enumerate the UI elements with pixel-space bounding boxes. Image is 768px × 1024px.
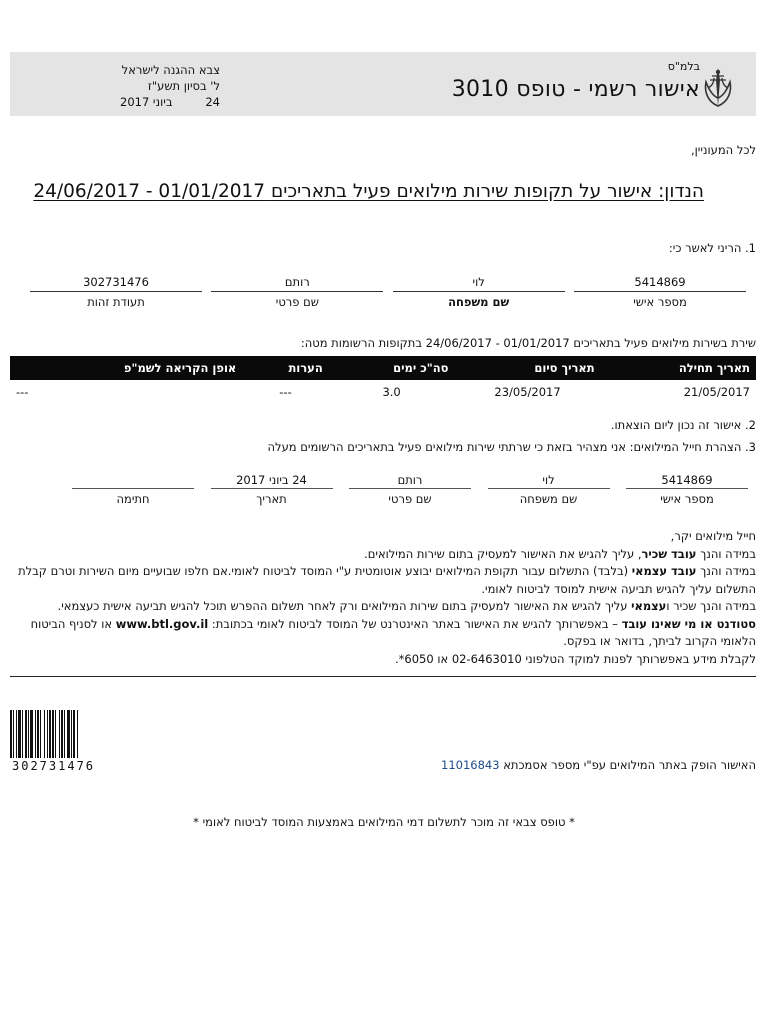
person-details-row <box>30 274 746 309</box>
col-notes: הערות <box>242 356 328 380</box>
soldier-declaration-statement: 3. הצהרת חייל המילואים: אני מצהיר בזאת כי שרתתי שירות מילואים פעיל בתאריכים הרשומים מעלה <box>267 440 756 454</box>
org-name: צבא ההגנה לישראל <box>121 63 220 77</box>
decl-last-name-label: שם משפחה <box>519 492 578 506</box>
first-name-label: שם פרטי <box>275 295 319 309</box>
decl-first-name-field <box>349 472 471 506</box>
decl-first-name-value: רותם <box>349 472 471 489</box>
decl-first-name-label: שם פרטי <box>388 492 432 506</box>
form-title: אישור רשמי - טופס 3010 <box>451 77 700 102</box>
id-number-label: תעודת זהות <box>87 295 145 309</box>
header-title-block <box>384 60 744 102</box>
notice-emphasis: עובד שכיר <box>641 546 697 561</box>
col-call-method: אופן הקריאה לשמ"פ <box>10 356 242 380</box>
decl-date-value: 24 ביוני 2017 <box>211 472 333 489</box>
first-name-value: רותם <box>211 274 383 292</box>
header-org-block <box>20 62 220 110</box>
first-name-field <box>211 274 383 309</box>
personal-number-value: 5414869 <box>574 274 746 292</box>
notice-greeting: חייל מילואים יקר, <box>670 529 756 543</box>
notice-text: במידה והנך <box>696 564 756 578</box>
notice-self-employed <box>10 563 756 598</box>
personal-number-field <box>574 274 746 309</box>
gregorian-day: 24 <box>205 95 220 109</box>
table-row <box>10 380 756 404</box>
issued-statement <box>441 758 756 772</box>
reservist-notice <box>10 528 756 668</box>
last-name-label: שם משפחה <box>448 295 510 309</box>
decl-personal-number-field <box>626 472 748 506</box>
notice-text: , עליך להגיש את האישור למעסיק בתום שירות המילואים. <box>364 546 642 561</box>
notice-student <box>10 616 756 651</box>
decl-last-name-value: לוי <box>488 472 610 489</box>
subject-line: הנדון: אישור על תקופות שירות מילואים פעיל בתאריכים 01/01/2017 - 24/06/2017 <box>33 181 704 202</box>
notice-hotline: לקבלת מידע באפשרותך לפנות למוקד הטלפוני 02-6463010 או 6050*. <box>394 651 756 666</box>
decl-signature-field <box>72 472 194 506</box>
cell-notes: --- <box>279 385 292 399</box>
cell-end-date: 23/05/2017 <box>494 385 561 399</box>
col-start-date: תאריך תחילה <box>601 356 756 380</box>
id-number-field <box>30 274 202 309</box>
issued-text: האישור הופק באתר המילואים עפ"י מספר אסמכתא <box>499 758 756 772</box>
notice-emphasis: עובד עצמאי <box>631 564 697 578</box>
gregorian-date <box>120 94 220 110</box>
notice-text: במידה והנך <box>696 546 756 561</box>
idf-emblem-icon <box>700 66 736 110</box>
barcode-number: 302731476 <box>12 759 96 773</box>
personal-number-label: מספר אישי <box>633 295 687 309</box>
gregorian-month-year: ביוני 2017 <box>120 95 173 109</box>
decl-signature-label: חתימה <box>116 492 150 506</box>
cell-start-date: 21/05/2017 <box>683 385 750 399</box>
declaration-row <box>72 472 748 506</box>
last-name-value: לוי <box>393 274 565 292</box>
notice-text: – באפשרותך להגיש את האישור באתר האינטרנט של המוסד לביטוח לאומי בכתובת: <box>208 616 622 631</box>
validity-statement: 2. אישור זה נכון ליום הוצאתו. <box>610 418 756 432</box>
reference-number: 11016843 <box>441 758 500 772</box>
last-name-field <box>393 274 565 309</box>
classification-label: בלמ"ס <box>667 60 700 73</box>
decl-personal-number-label: מספר אישי <box>660 492 714 506</box>
notice-emphasis: עצמאי <box>631 599 667 613</box>
cell-total-days: 3.0 <box>382 385 401 399</box>
table-header-row <box>10 356 756 380</box>
notice-text: (בלבד) התשלום עבור תקופת המילואים יבוצע אוטומטית ע"י המוסד לביטוח לאומי.אם חלפו שבועיים מיום השירות וטרם קבלת התשלום עליך להגיש תביעה אישית למוסד לביטוח לאומי. <box>18 564 756 596</box>
hebrew-date: ל' בסיון תשע"ז <box>147 79 220 93</box>
salutation: לכל המעוניין, <box>690 143 756 157</box>
id-number-value: 302731476 <box>30 274 202 292</box>
decl-signature-value <box>72 472 194 489</box>
certification-intro: 1. הריני לאשר כי: <box>668 241 756 255</box>
notice-text: במידה והנך שכיר ו <box>666 599 756 613</box>
barcode-icon <box>10 710 110 761</box>
service-period-line: שירת בשירות מילואים פעיל בתאריכים 01/01/2017 - 24/06/2017 בתקופות הרשומות מטה: <box>300 336 756 350</box>
section-divider <box>10 676 756 677</box>
footnote: * טופס צבאי זה מוכר לתשלום דמי המילואים באמצעות המוסד לביטוח לאומי * <box>193 815 575 829</box>
col-end-date: תאריך סיום <box>454 356 600 380</box>
decl-personal-number-value: 5414869 <box>626 472 748 489</box>
cell-call-method: --- <box>16 385 29 399</box>
decl-date-label: תאריך <box>256 492 287 506</box>
notice-text: עליך להגיש את האישור למעסיק בתום שירות המילואים ורק לאחר תשלום ההפרש תוכל להגיש תביעה אישית כעצמאי. <box>57 599 632 613</box>
decl-date-field <box>211 472 333 506</box>
notice-text: או לסניף הביטוח הלאומי הקרוב לביתך, בדואר או בפקס. <box>30 616 756 648</box>
btl-website-link[interactable]: www.btl.gov.il <box>115 616 209 631</box>
notice-both <box>10 598 756 616</box>
notice-salaried <box>10 546 756 564</box>
header-band <box>10 52 756 116</box>
col-total-days: סה"כ ימים <box>329 356 455 380</box>
service-periods-table <box>10 356 756 404</box>
decl-last-name-field <box>488 472 610 506</box>
notice-emphasis: סטודנט או מי שאינו עובד <box>621 616 756 631</box>
